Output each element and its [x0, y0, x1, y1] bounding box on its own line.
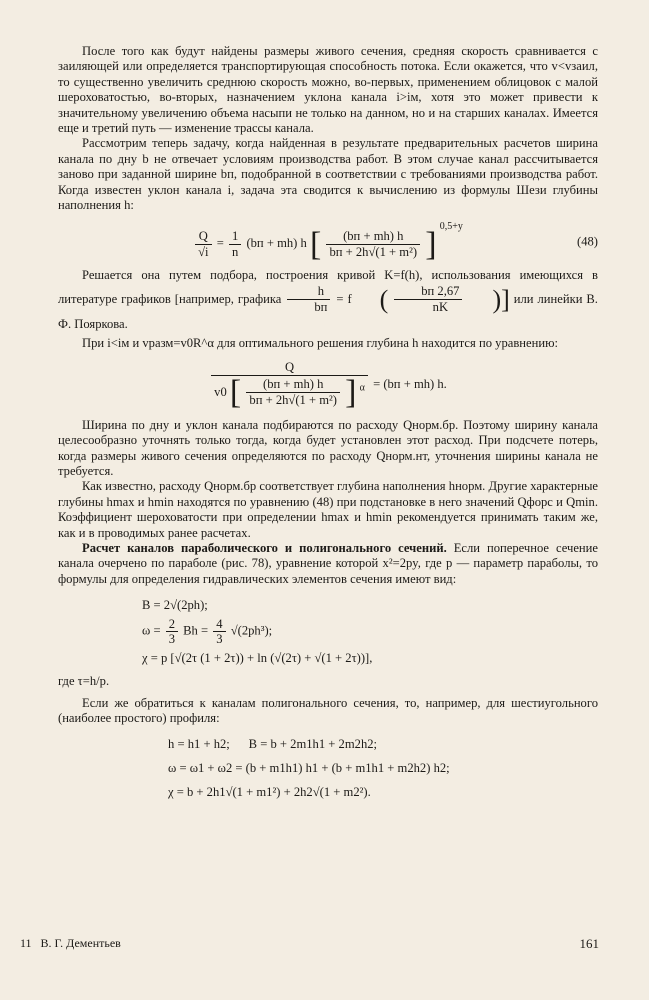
eq48-exponent: 0,5+y: [439, 221, 463, 233]
right-bracket: ]: [425, 225, 437, 263]
eq48-inner-num: (bп + mh) h: [326, 229, 420, 245]
parabola-formulas: [142, 593, 598, 670]
eq48-eqsign: =: [216, 236, 224, 251]
eqopt-inner: [246, 377, 340, 408]
graph-lhs-den: bп: [314, 300, 328, 315]
polygon-chi: χ = b + 2h1√(1 + m1²) + 2h2√(1 + m2²).: [168, 785, 371, 800]
graph-arg-den: nK: [432, 300, 449, 315]
paragraph-7: [58, 541, 598, 587]
left-bracket: [: [309, 225, 322, 263]
graph-lhs-num: h: [287, 284, 330, 300]
eqopt-num: Q: [211, 360, 368, 376]
eq48-inner-den: bп + 2h√(1 + m²): [329, 245, 418, 260]
paragraph-3: [58, 268, 598, 333]
eqopt-rbracket: ]: [345, 373, 357, 411]
polygon-h: h = h1 + h2; B = b + 2m1h1 + 2m2h2;: [168, 737, 378, 752]
section-heading: Расчет каналов параболического и полигонального сечений.: [82, 541, 447, 556]
paragraph-3-text-a: Решается она путем подбора, построения кривой K=f(h), использования имеющихся в литературе графиков [например, графика: [58, 267, 598, 306]
paragraph-3-text-b: или линейки В. Ф. Пояркова.: [58, 291, 598, 331]
paragraph-6: Как известно, расходу Qнорм.бр соответствует глубина наполнения hнорм. Другие характерные глубины hmax и hmin находятся по уравнению (48) при подстановке в него значений Qфорс и Qmin. Коэффициент шероховатости при определении hmax и hmin рекомендуется принимать таким же, как и в проводимых ранее расчетах.: [58, 479, 598, 540]
parabola-omega: [142, 617, 598, 646]
eqopt-lbracket: [: [229, 373, 242, 411]
eqopt-inner-num: (bп + mh) h: [246, 377, 340, 393]
eq48-inner: [326, 229, 420, 260]
graph-arg-num: bп 2,67: [394, 284, 462, 300]
parabola-frac-1-num: 2: [166, 617, 178, 632]
polygon-formulas: [168, 732, 598, 804]
eq48-number: (48): [577, 234, 598, 249]
eqopt-den: [211, 373, 368, 411]
paragraph-2: Рассмотрим теперь задачу, когда найденная в результате предварительных расчетов ширина канала по дну b не отвечает условиям производства работ. В этом случае канал рассчитывается заново при заданной ширине bп, подобранной в соответствии с требованиями производства работ. Когда известен уклон канала i, задача эта сводится к вычислению из формулы Шези глубины наполнения h:: [58, 136, 598, 213]
page-number: 161: [579, 936, 599, 951]
eq48-coef: [229, 229, 241, 260]
graph-close-paren: )]: [492, 284, 510, 314]
paragraph-8: где τ=h/p.: [58, 674, 110, 689]
equation-48: [58, 221, 598, 261]
eq48-coef-den: n: [231, 245, 239, 260]
eqopt-rhs: = (bп + mh) h.: [373, 376, 447, 391]
parabola-frac-2-num: 4: [213, 617, 225, 632]
paragraph-9: Если же обратиться к каналам полигонального сечения, то, например, для шестиугольного (наиболее простого) профиля:: [58, 695, 598, 726]
parabola-B: B = 2√(2ph);: [142, 598, 208, 613]
eq48-lhs: [195, 229, 211, 260]
parabola-frac-1-den: 3: [168, 632, 175, 647]
eqopt-inner-den: bп + 2h√(1 + m²): [249, 393, 338, 408]
graph-eq: = f: [336, 291, 352, 306]
eq48-coef-num: 1: [229, 229, 241, 245]
eq48-lhs-den: √i: [198, 245, 209, 260]
polygon-omega: ω = ω1 + ω2 = (b + m1h1) h1 + (b + m1h1 + m2h2) h2;: [168, 761, 450, 776]
equation-optimal: [58, 360, 598, 410]
parabola-omega-end: √(2ph³);: [230, 623, 273, 638]
eqopt-coef: v0: [214, 384, 227, 399]
eqopt-frac: [211, 360, 368, 410]
parabola-omega-mid: Bh =: [183, 623, 209, 638]
eq48-lhs-num: Q: [195, 229, 211, 245]
eqopt-exp: α: [359, 382, 365, 394]
paragraph-4: При i<iм и vразм=v0R^α для оптимального решения глубина h находится по уравнению:: [82, 336, 558, 351]
paragraph-5: Ширина по дну и уклон канала подбираются по расходу Qнорм.бр. Поэтому ширину канала целесообразно уточнять только тогда, когда будет установлен этот расход. При подсчете потерь, когда размеры живого сечения определяются по расходу Qнорм.нт, уточнения ширины канала не требуется.: [58, 417, 598, 479]
graph-arg: [394, 284, 462, 316]
page-body: [58, 44, 598, 808]
paragraph-1: После того как будут найдены размеры живого сечения, средняя скорость сравнивается с заиляющей или определяется транспортирующая способность потока. Если окажется, что v<vзаил, то существенно увеличить среднюю скорость можно, во-первых, применением облицовок с малой шероховатостью, во-вторых, назначением уклона канала i>iм, хотя это может привести к значительному увеличению объема насыпи не только на данном, но и на старших каналах. Имеется еще и третий путь — изменение трассы канала.: [58, 44, 598, 136]
parabola-chi: χ = p [√(2τ (1 + 2τ)) + ln (√(2τ) + √(1 + 2τ))],: [142, 651, 373, 666]
graph-lhs: [287, 284, 330, 316]
parabola-omega-lhs: ω =: [142, 623, 161, 638]
paragraph-7-text: Если поперечное сечение канала очерчено по параболе (рис. 78), уравнение которой x²=2py, где p — параметр параболы, то формулы для определения гидравлических элементов сечения имеют вид:: [58, 541, 598, 586]
eq48-factor: (bп + mh) h: [246, 236, 307, 251]
parabola-frac-2: [213, 617, 225, 646]
graph-open-paren: (: [379, 284, 389, 314]
parabola-frac-2-den: 3: [216, 632, 223, 647]
parabola-frac-1: [166, 617, 178, 646]
footer-signature: 11 В. Г. Дементьев: [20, 936, 121, 950]
